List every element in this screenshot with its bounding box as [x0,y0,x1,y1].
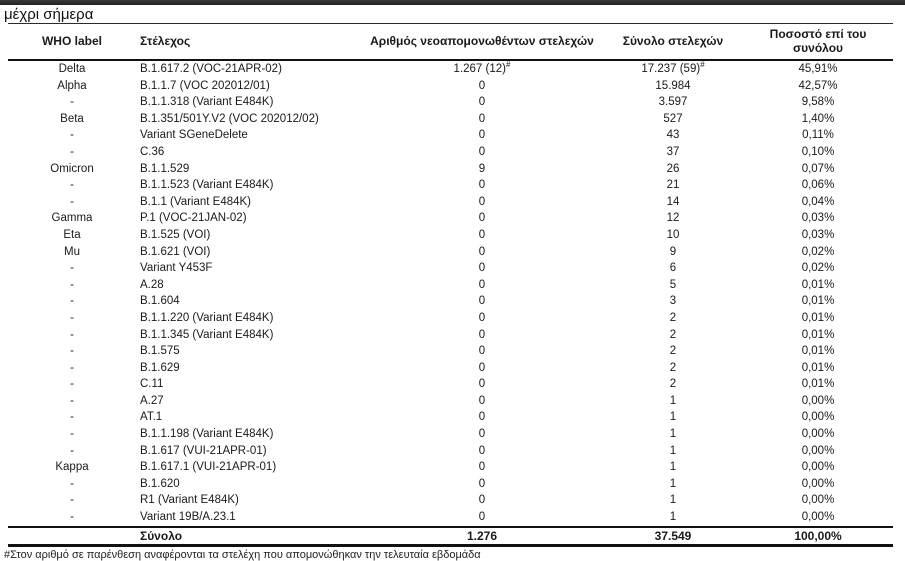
total-new-isolates-cell: 1.276 [361,527,603,546]
header-new-isolates: Αριθμός νεοαπομονωθέντων στελεχών [361,24,603,61]
new-isolates-cell: 0 [478,477,486,490]
strain-cell: Variant Y453F [140,262,213,275]
table-footer [8,527,893,546]
who-label-cell: - [70,96,74,109]
table-row [8,327,893,344]
new-isolates-cell: 0 [478,278,486,291]
table-row [8,111,893,128]
strain-cell: R1 (Variant E484K) [140,494,239,507]
who-label-cell: Beta [60,112,84,125]
who-label-cell: - [70,262,74,275]
strain-cell: B.1.617.1 (VUI-21APR-01) [140,461,277,474]
total-cell: 2 [669,378,677,391]
new-isolates-cell: 0 [478,494,486,507]
percent-cell: 0,03% [801,228,835,241]
total-cell: 1 [669,461,677,474]
new-isolates-cell: 0 [478,378,486,391]
new-isolates-cell: 0 [478,428,486,441]
table-row [8,227,893,244]
total-cell: 1 [669,444,677,457]
percent-cell: 0,00% [801,394,835,407]
new-isolates-cell: 0 [478,461,486,474]
total-cell: 9 [669,245,677,258]
total-cell: 2 [669,328,677,341]
total-cell: 10 [666,228,680,241]
table-row [8,310,893,327]
strain-cell: B.1.1 (Variant E484K) [140,195,252,208]
total-cell: 527 [663,112,683,125]
percent-cell: 0,02% [801,262,835,275]
table-row [8,409,893,426]
table-row [8,492,893,509]
who-label-cell: - [70,295,74,308]
table-row [8,509,893,527]
percent-cell: 0,01% [801,345,835,358]
strain-cell: B.1.1.220 (Variant E484K) [140,311,274,324]
percent-cell: 0,00% [801,411,835,424]
new-isolates-cell: 0 [478,394,486,407]
strain-cell: B.1.1.318 (Variant E484K) [140,96,274,109]
strain-cell: B.1.1.523 (Variant E484K) [140,179,274,192]
table-body [8,60,893,527]
strain-cell: C.11 [140,378,164,391]
strain-cell: B.1.1.529 [140,162,190,175]
new-isolates-cell: 0 [478,444,486,457]
new-isolates-cell: 0 [478,112,486,125]
table-row [8,177,893,194]
strain-cell: B.1.621 (VOI) [140,245,211,258]
who-label-cell: Eta [63,228,81,241]
percent-cell: 1,40% [801,112,835,125]
strain-cell: AT.1 [140,411,163,424]
cell-value: 1.267 (12) [453,63,506,75]
new-isolates-cell: 0 [478,328,486,341]
total-cell: 2 [669,361,677,374]
strain-cell: A.27 [140,394,164,407]
new-isolates-cell: 0 [478,511,486,524]
total-cell: 2 [669,311,677,324]
strain-cell: Variant SGeneDelete [140,129,248,142]
strain-cell: A.28 [140,278,164,291]
table-row [8,360,893,377]
who-label-cell: - [70,278,74,291]
who-label-cell: - [70,494,74,507]
strain-cell: B.1.1.7 (VOC 202012/01) [140,79,270,92]
strain-cell: B.1.620 [140,477,180,490]
total-cell: 6 [669,262,677,275]
header-who-label: WHO label [8,24,136,61]
table-header-row [8,24,893,61]
total-cell [603,60,743,78]
who-label-cell: - [70,394,74,407]
table-row [8,210,893,227]
strain-cell: B.1.575 [140,345,180,358]
new-isolates-cell: 0 [478,345,486,358]
strain-cell: B.1.1.198 (Variant E484K) [140,428,274,441]
total-cell: 2 [669,345,677,358]
strain-cell: B.1.617.2 (VOC-21APR-02) [140,63,282,75]
footnote-marker: # [505,60,511,70]
percent-cell: 0,00% [801,494,835,507]
table-row [8,244,893,261]
new-isolates-cell [361,60,603,78]
header-percent: Ποσοστό επί του συνόλου [743,24,893,61]
table-row [8,476,893,493]
total-label-cell: Σύνολο [136,527,361,546]
percent-cell: 0,07% [801,162,835,175]
percent-cell: 0,03% [801,212,835,225]
header-strain: Στέλεχος [136,24,361,61]
strain-cell: B.1.617 (VUI-21APR-01) [140,444,267,457]
who-label-cell: Alpha [57,79,87,92]
new-isolates-cell: 0 [478,295,486,308]
total-cell: 5 [669,278,677,291]
table-row [8,343,893,360]
table-row [8,144,893,161]
new-isolates-cell: 0 [478,129,486,142]
total-total-cell: 37.549 [603,527,743,546]
who-label-cell: - [70,129,74,142]
percent-cell: 0,01% [801,278,835,291]
cell-value: 17.237 (59) [641,63,701,75]
table-row [8,127,893,144]
table-row [8,426,893,443]
strain-cell: C.36 [140,145,165,158]
strain-cell: B.1.351/501Y.V2 (VOC 202012/02) [140,112,319,125]
who-label-cell: - [70,411,74,424]
new-isolates-cell: 0 [478,195,486,208]
table-row [8,78,893,95]
total-cell: 43 [666,129,680,142]
table-row [8,277,893,294]
percent-cell: 0,01% [801,328,835,341]
who-label-cell: - [70,511,74,524]
total-cell: 15.984 [655,79,691,92]
strain-cell: Variant 19B/A.23.1 [140,511,236,524]
percent-cell: 0,01% [801,295,835,308]
total-cell: 1 [669,477,677,490]
percent-cell: 0,06% [801,179,835,192]
table-header [8,24,893,61]
who-label-cell: - [70,378,74,391]
strain-cell: B.1.604 [140,295,180,308]
percent-cell: 0,01% [801,361,835,374]
who-label-cell: Mu [64,245,80,258]
total-cell: 3 [669,295,677,308]
footnote-marker: # [700,60,705,70]
percent-cell: 0,01% [801,311,835,324]
who-label-cell: - [70,428,74,441]
strain-cell: B.1.525 (VOI) [140,228,211,241]
percent-cell: 0,01% [801,378,835,391]
total-row [8,527,893,546]
percent-cell: 42,57% [798,79,838,92]
strain-cell: B.1.629 [140,361,180,374]
table-row [8,194,893,211]
total-cell: 12 [666,212,680,225]
who-label-cell: - [70,179,74,192]
table-row [8,443,893,460]
table-row [8,260,893,277]
total-empty-cell [8,527,136,546]
who-label-cell: - [70,195,74,208]
percent-cell: 9,58% [801,96,835,109]
who-label-cell: - [70,145,74,158]
who-label-cell: Gamma [51,212,93,225]
new-isolates-cell: 0 [478,96,486,109]
new-isolates-cell: 0 [478,361,486,374]
total-cell: 1 [669,511,677,524]
total-cell: 21 [666,179,680,192]
top-divider-bar [0,0,905,5]
total-cell: 1 [669,411,677,424]
table-row [8,60,893,78]
who-label-cell: - [70,477,74,490]
new-isolates-cell: 0 [478,145,486,158]
strain-cell: B.1.1.345 (Variant E484K) [140,328,274,341]
total-cell: 37 [666,145,680,158]
new-isolates-cell: 0 [478,179,486,192]
who-label-cell: - [70,328,74,341]
percent-cell: 0,11% [802,129,834,142]
footnote-clipped: #Στον αριθμό σε παρένθεση αναφέρονται τα στελέχη που απομονώθηκαν την τελευταία εβδομάδα [4,548,481,561]
percent-cell: 0,00% [801,511,835,524]
new-isolates-cell: 0 [478,245,486,258]
who-label-cell: Delta [58,63,86,75]
table-row [8,393,893,410]
total-cell: 14 [666,195,680,208]
table-row [8,293,893,310]
who-label-cell: Kappa [55,461,89,474]
total-cell: 26 [666,162,680,175]
table-row [8,161,893,178]
table-row [8,94,893,111]
table-row [8,459,893,476]
percent-cell: 0,04% [801,195,835,208]
new-isolates-cell: 0 [478,411,486,424]
table-caption-tail: μέχρι σήμερα [4,6,94,23]
percent-cell: 0,00% [801,461,835,474]
percent-cell: 0,00% [801,428,835,441]
percent-cell: 0,00% [801,477,835,490]
new-isolates-cell: 0 [478,212,486,225]
who-label-cell: - [70,311,74,324]
total-cell: 3.597 [658,96,688,109]
who-label-cell: - [70,444,74,457]
new-isolates-cell: 0 [478,311,486,324]
strain-cell: P.1 (VOC-21JAN-02) [140,212,247,225]
percent-cell: 0,00% [801,444,835,457]
table-row [8,376,893,393]
new-isolates-cell: 9 [478,162,486,175]
total-cell: 1 [669,494,677,507]
percent-cell: 45,91% [798,63,838,75]
percent-cell: 0,02% [801,245,835,258]
total-percent-cell: 100,00% [743,527,893,546]
who-label-cell: - [70,345,74,358]
total-cell: 1 [669,394,677,407]
variants-table [8,23,893,547]
header-total: Σύνολο στελεχών [603,24,743,61]
new-isolates-cell: 0 [478,228,486,241]
new-isolates-cell: 0 [478,79,486,92]
who-label-cell: Omicron [50,162,94,175]
who-label-cell: - [70,361,74,374]
percent-cell: 0,10% [801,145,835,158]
total-cell: 1 [669,428,677,441]
new-isolates-cell: 0 [478,262,486,275]
variants-table-wrap [8,23,893,547]
